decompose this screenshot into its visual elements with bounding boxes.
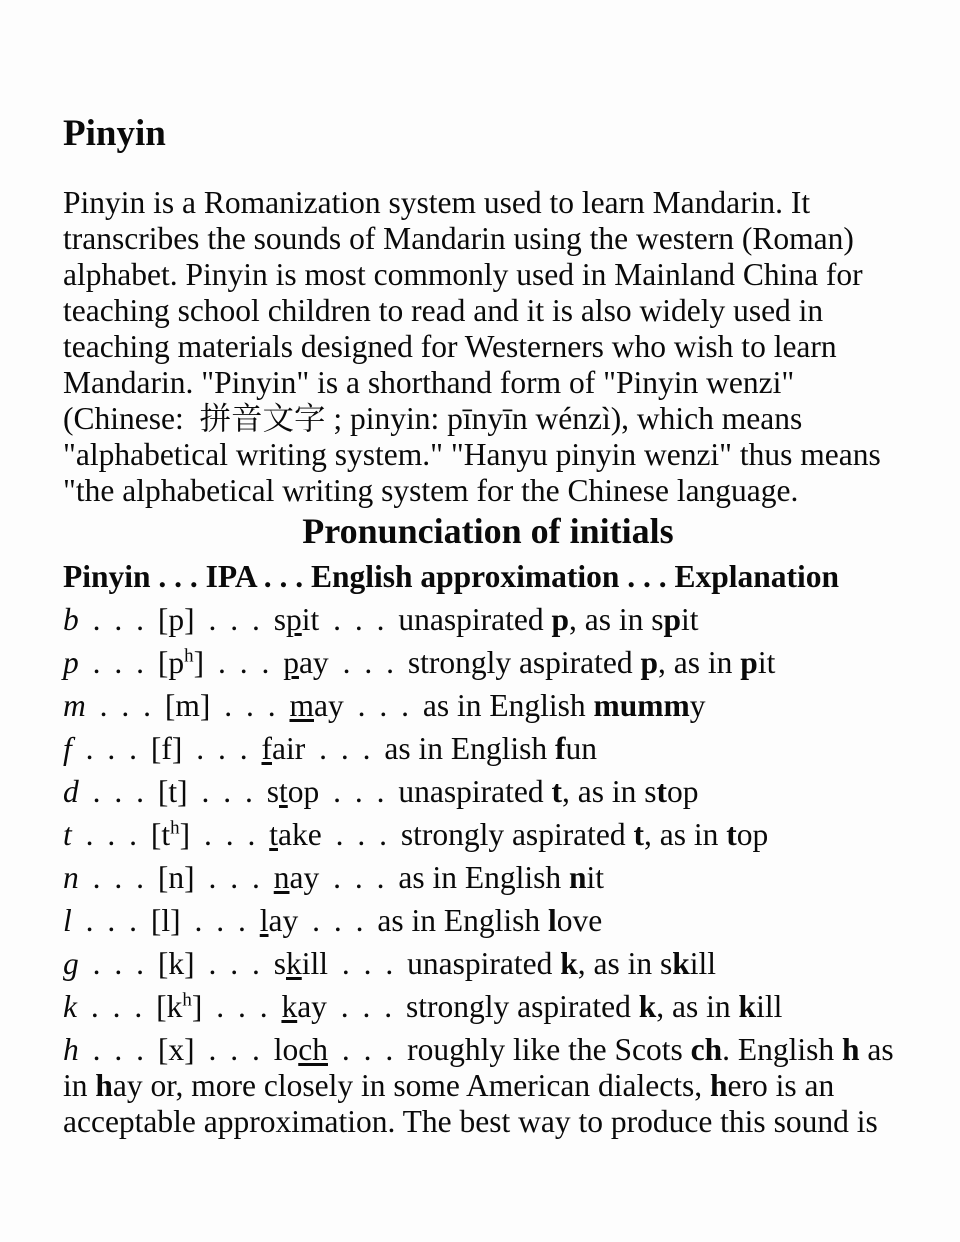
text-segment: f [63,731,72,766]
text-segment: ay or, more closely in some American dialects, [112,1068,710,1103]
text-segment: as in English [398,860,569,895]
text-segment: . . . [78,946,158,981]
table-row-f [63,731,913,767]
text-segment: . . . [78,602,158,637]
text-segment: p [286,602,302,637]
text-segment: h [182,989,192,1011]
text-segment: . English [722,1032,842,1067]
text-segment: ] [193,645,205,680]
text-segment: h [63,1032,79,1067]
text-segment: t [279,774,288,809]
text-segment: ay [314,688,344,723]
text-segment: . . . [78,645,158,680]
text-segment: strongly aspirated [400,817,634,852]
text-segment: . . . [298,903,378,938]
text-segment: . . . [327,1032,408,1067]
text-segment: s [266,774,279,809]
text-segment: ] [179,817,191,852]
text-segment: as in English [422,688,594,723]
text-segment: . . . [305,731,385,766]
text-segment: ay [268,903,299,938]
text-segment: as in English [384,731,555,766]
text-segment: y [689,688,706,723]
text-segment: k [638,989,657,1024]
text-segment: s [273,946,286,981]
text-segment: unaspirated [398,602,552,637]
pronunciation-table [63,602,913,1140]
text-segment: [l] [150,903,181,938]
text-segment: p [663,602,682,637]
text-segment: n [568,860,587,895]
text-segment: roughly like the Scots [407,1032,691,1067]
text-segment: b [63,602,79,637]
text-segment: s [273,602,286,637]
text-segment: . . . [76,989,157,1024]
section-heading: Pronunciation of initials [302,511,674,551]
text-segment: [n] [157,860,195,895]
text-segment: . . . [326,989,407,1024]
text-segment: [f] [150,731,183,766]
table-header-row: Pinyin . . . IPA . . . English approximation . . . Explanation [63,559,840,594]
text-segment: , as in s [569,602,664,637]
text-segment: ove [556,903,603,938]
text-segment: k [672,946,690,981]
text-segment: . . . [319,860,399,895]
text-segment: h [170,817,180,839]
page-title: Pinyin [63,113,166,154]
text-segment: . . . [343,688,423,723]
text-segment: n [63,860,79,895]
table-row-n [63,860,913,896]
text-segment: . . . [319,602,399,637]
text-segment: . . . [328,946,408,981]
text-segment: . . . [194,602,274,637]
text-segment: m [289,688,314,723]
text-segment: d [63,774,79,809]
text-segment: ] [191,989,203,1024]
text-segment: . . . [202,989,282,1024]
text-segment: [k] [157,946,195,981]
text-segment: ill [756,989,783,1024]
text-segment: t [633,817,645,852]
table-row-d [63,774,913,810]
text-segment: . . . [194,1032,274,1067]
text-segment: k [63,989,77,1024]
text-segment: op [736,817,769,852]
text-segment: op [666,774,699,809]
text-segment: [k [156,989,183,1024]
text-segment: . . . [204,645,284,680]
text-segment: p [63,645,79,680]
text-segment: ill [689,946,717,981]
text-segment: . . . [190,817,270,852]
text-segment: t [726,817,737,852]
text-segment: . . . [78,1032,158,1067]
text-segment: it [681,602,699,637]
text-segment: ero is an acceptable approximation. The best way to produce this sound is [63,1068,878,1139]
intro-paragraph: Pinyin is a Romanization system used to learn Mandarin. It transcribes the sounds of Mandarin using the western (Roman) alphabet. Pinyin is most commonly used in Mainland China for teaching school children to read and it is also widely used in teaching materials designed for Westerners who wish to learn Mandarin. "Pinyin" is a shorthand form of "Pinyin wenzi" (Chinese: 拼音文字 ; pinyin: pīnyīn wénzì), which means "alphabetical writing system." "Hanyu pinyin wenzi" thus means "the alphabetical writing system for the Chinese language. [63,185,881,508]
text-segment: k [281,989,298,1024]
text-segment: it [586,860,605,895]
table-row-t [63,817,913,853]
text-segment: ch [298,1032,328,1067]
text-segment: k [286,946,302,981]
text-segment: m [63,688,86,723]
text-segment: . . . [328,645,408,680]
text-segment: [t] [157,774,188,809]
text-segment: [p] [157,602,195,637]
text-segment: . . . [321,817,401,852]
text-segment: lo [273,1032,299,1067]
text-segment: . . . [210,688,290,723]
table-row-g [63,946,913,982]
text-segment: n [273,860,290,895]
text-segment: op [287,774,320,809]
text-segment: . . . [194,860,274,895]
text-segment: [x] [157,1032,195,1067]
text-segment: , as in [658,645,741,680]
text-segment: it [301,602,320,637]
text-segment: strongly aspirated [406,989,639,1024]
text-segment: k [560,946,578,981]
table-row-k [63,989,913,1025]
text-segment: . . . [71,731,151,766]
text-segment: as in English [377,903,548,938]
text-segment: f [554,731,566,766]
text-segment: , as in [644,817,727,852]
text-segment: p [551,602,569,637]
text-segment: [t [150,817,171,852]
text-segment: t [551,774,562,809]
text-segment: t [269,817,278,852]
text-segment: k [738,989,757,1024]
text-segment: ake [277,817,322,852]
text-segment: unaspirated [398,774,552,809]
text-segment: , as in s [561,774,657,809]
text-segment: ay [297,989,327,1024]
text-segment: h [841,1032,860,1067]
text-segment: l [548,903,557,938]
text-segment: . . . [180,903,260,938]
document-page [63,0,913,1147]
text-segment: . . . [71,903,151,938]
text-segment: . . . [85,688,165,723]
text-segment: mumm [593,688,690,723]
text-segment: t [656,774,667,809]
text-segment: f [261,731,272,766]
text-segment: . . . [71,817,151,852]
text-segment: . . . [319,774,399,809]
text-segment: ay [289,860,320,895]
text-segment: unaspirated [407,946,561,981]
text-segment: [m] [164,688,211,723]
text-segment: l [259,903,269,938]
table-row-p [63,645,913,681]
text-segment: h [95,1068,113,1103]
text-segment: . . . [78,860,158,895]
text-segment: . . . [187,774,267,809]
text-segment: strongly aspirated [407,645,641,680]
table-row-m [63,688,913,724]
text-segment: ill [301,946,329,981]
text-segment: [p [157,645,185,680]
text-segment: . . . [182,731,262,766]
table-row-h [63,1032,913,1140]
text-segment: , as in [656,989,739,1024]
text-segment: ay [298,645,329,680]
table-row-l [63,903,913,939]
text-segment: ch [690,1032,723,1067]
text-segment: t [63,817,72,852]
text-segment: h [184,645,194,667]
text-segment: . . . [78,774,158,809]
text-segment: l [63,903,72,938]
text-segment: h [709,1068,728,1103]
text-segment: , as in s [577,946,673,981]
table-row-b [63,602,913,638]
text-segment: p [740,645,758,680]
text-segment: it [757,645,776,680]
text-segment: . . . [194,946,274,981]
text-segment: g [63,946,79,981]
text-segment: un [565,731,597,766]
text-segment: as in [63,1032,894,1103]
text-segment: air [272,731,306,766]
text-segment: p [640,645,659,680]
text-segment: p [283,645,299,680]
